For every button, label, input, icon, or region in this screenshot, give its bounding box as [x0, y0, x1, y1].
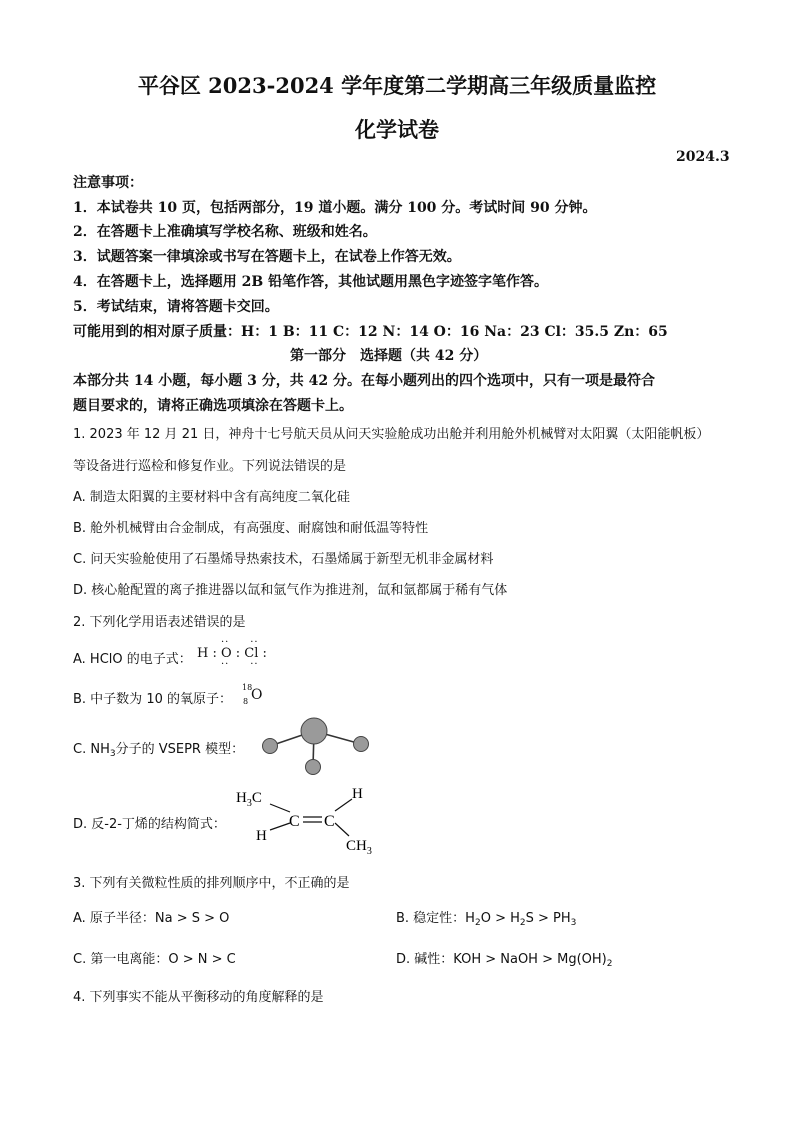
- q1-option-c: C. 问天实验舱使用了石墨烯导热索技术，石墨烯属于新型无机非金属材料: [73, 552, 494, 567]
- isotope-symbol: O: [251, 687, 263, 703]
- methyl-group-left: $H_3C$: [236, 790, 262, 809]
- notice-item: 2．在答题卡上准确填写学校名称、班级和姓名。: [73, 224, 377, 240]
- notice-heading: 注意事项：: [73, 175, 143, 191]
- exam-subtitle: 化学试卷: [355, 117, 439, 142]
- hclo-electron-formula: H : O : Cl :: [197, 646, 267, 661]
- isotope-mass-number: 18: [242, 683, 253, 692]
- notice-item: 5．考试结束，请将答题卡交回。: [73, 299, 279, 315]
- hydrogen-left: H: [256, 828, 267, 844]
- exam-title: 平谷区 2023-2024 学年度第二学期高三年级质量监控: [137, 73, 657, 98]
- vsepr-model-diagram: [258, 714, 378, 780]
- q2-stem: 2. 下列化学用语表述错误的是: [73, 615, 246, 630]
- q3-option-b: B. 稳定性：$H_2O > H_2S > PH_3$: [396, 911, 577, 928]
- q1-stem: 1. 2023 年 12 月 21 日，神舟十七号航天员从问天实验舱成功出舱并利用舱外机械臂对太阳翼（太阳能帆板）: [73, 427, 710, 442]
- q2-option-b-label: B. 中子数为 10 的氧原子：: [73, 692, 232, 707]
- part1-heading: 第一部分 选择题（共 42 分）: [290, 348, 488, 364]
- notice-item: 1．本试卷共 10 页，包括两部分，19 道小题。满分 100 分。考试时间 90 分钟。: [73, 200, 597, 216]
- trans-2-butene-structure: [232, 782, 392, 860]
- q1-option-d: D. 核心舱配置的离子推进器以氙和氩气作为推进剂，氙和氩都属于稀有气体: [73, 583, 508, 598]
- methyl-group-right: $CH_3$: [346, 838, 372, 857]
- lone-pair-dots: ·· ··: [221, 659, 259, 670]
- hydrogen-right: H: [352, 786, 363, 802]
- atomic-masses: 可能用到的相对原子质量：H：1 B：11 C：12 N：14 O：16 Na：23 Cl：35.5 Zn：65: [73, 324, 668, 340]
- q2-option-a-label: A. HClO 的电子式：: [73, 652, 192, 667]
- q4-stem: 4. 下列事实不能从平衡移动的角度解释的是: [73, 990, 324, 1005]
- q3-option-d: D. 碱性：KOH > NaOH > $Mg(OH)_2$: [396, 952, 613, 969]
- q3-stem: 3. 下列有关微粒性质的排列顺序中，不正确的是: [73, 876, 350, 891]
- q2-option-d-label: D. 反-2-丁烯的结构简式：: [73, 817, 226, 832]
- double-bond-carbons: C: [289, 813, 300, 830]
- notice-item: 4．在答题卡上，选择题用 2B 铅笔作答，其他试题用黑色字迹签字笔作答。: [73, 274, 549, 290]
- q2-option-c-label: C. $NH_3$分子的 VSEPR 模型：: [73, 742, 245, 759]
- q1-stem: 等设备进行巡检和修复作业。下列说法错误的是: [73, 459, 347, 474]
- q3-option-a: A. 原子半径：Na > S > O: [73, 911, 230, 926]
- q1-option-a: A. 制造太阳翼的主要材料中含有高纯度二氧化硅: [73, 490, 350, 505]
- q3-option-c: C. 第一电离能：O > N > C: [73, 952, 236, 967]
- isotope-atomic-number: 8: [243, 697, 249, 706]
- notice-item: 3．试题答案一律填涂或书写在答题卡上，在试卷上作答无效。: [73, 249, 461, 265]
- double-bond-carbons: C: [324, 813, 335, 830]
- lone-pair-dots: ·· ··: [221, 637, 259, 648]
- part1-intro: 题目要求的，请将正确选项填涂在答题卡上。: [73, 398, 353, 414]
- part1-intro: 本部分共 14 小题，每小题 3 分，共 42 分。在每小题列出的四个选项中，只有一项是最符合: [73, 373, 655, 389]
- q1-option-b: B. 舱外机械臂由合金制成，有高强度、耐腐蚀和耐低温等特性: [73, 521, 429, 536]
- exam-date: 2024.3: [676, 149, 730, 165]
